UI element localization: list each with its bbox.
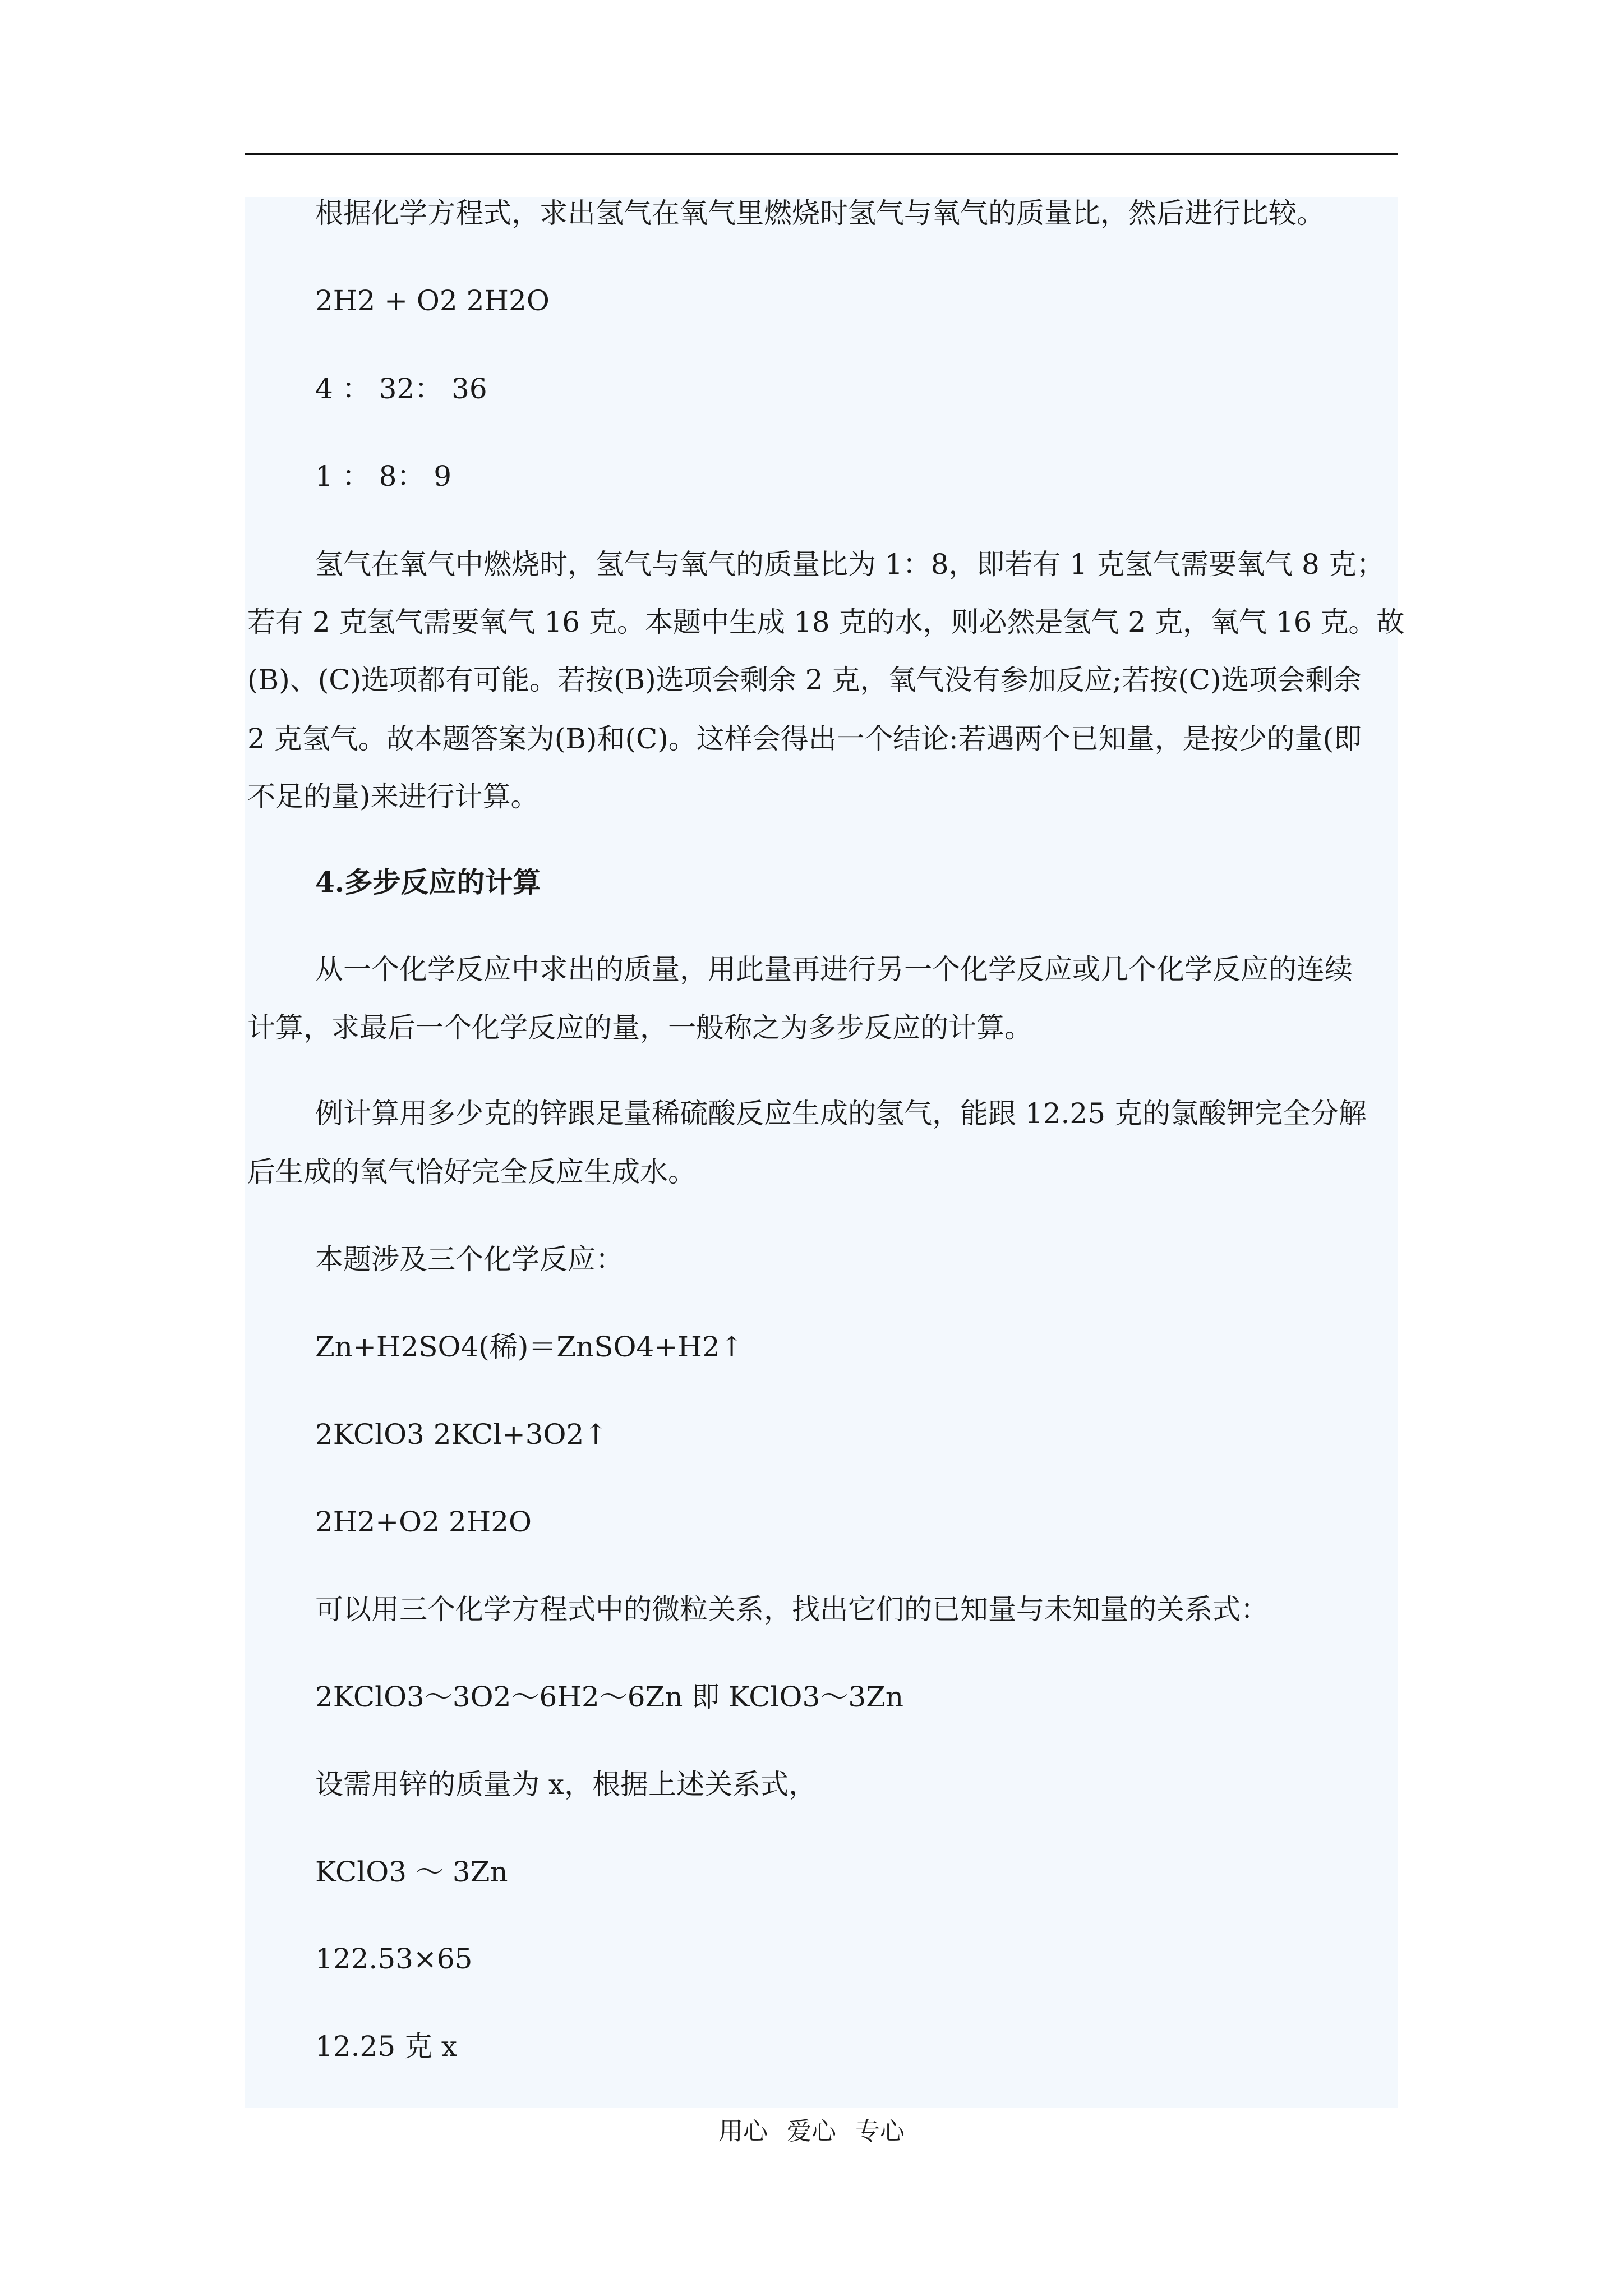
calculation-line: 122.53×65 (315, 1943, 473, 1975)
paragraph-line: 2 克氢气。故本题答案为(B)和(C)。这样会得出一个结论:若遇两个已知量，是按少的量(即 (247, 723, 1362, 755)
paragraph-line: 根据化学方程式，求出氢气在氧气里燃烧时氢气与氧气的质量比，然后进行比较。 (315, 197, 1325, 229)
paragraph-line: 可以用三个化学方程式中的微粒关系，找出它们的已知量与未知量的关系式： (315, 1593, 1269, 1626)
paragraph-line: 后生成的氧气恰好完全反应生成水。 (247, 1156, 696, 1188)
ratio-line: 1 ： 8： 9 (315, 460, 452, 493)
content-panel (245, 197, 1405, 2108)
paragraph-line: 从一个化学反应中求出的质量，用此量再进行另一个化学反应或几个化学反应的连续 (315, 953, 1353, 986)
paragraph-line: 计算，求最后一个化学反应的量，一般称之为多步反应的计算。 (247, 1011, 1032, 1044)
page-footer: 用心 爱心 专心 (718, 2117, 905, 2146)
paragraph-line: 氢气在氧气中燃烧时，氢气与氧气的质量比为 1：8，即若有 1 克氢气需要氧气 8 克； (315, 548, 1385, 581)
relation-line: KClO3 ～ 3Zn (315, 1856, 508, 1888)
calculation-line: 12.25 克 x (315, 2030, 458, 2063)
equation-line: 2H2 + O2 2H2O (315, 284, 550, 317)
section-heading: 4.多步反应的计算 (315, 866, 541, 899)
paragraph-line: 设需用锌的质量为 x，根据上述关系式， (315, 1768, 817, 1801)
relation-line: 2KClO3～3O2～6H2～6Zn 即 KClO3～3Zn (315, 1681, 904, 1713)
equation-line: Zn+H2SO4(稀)＝ZnSO4+H2↑ (315, 1331, 744, 1363)
header-rule (245, 153, 1398, 155)
ratio-line: 4 ： 32： 36 (315, 372, 487, 405)
paragraph-line: 不足的量)来进行计算。 (247, 780, 539, 813)
equation-line: 2KClO3 2KCl+3O2↑ (315, 1418, 608, 1451)
paragraph-line: 本题涉及三个化学反应： (315, 1243, 624, 1276)
paragraph-line: 若有 2 克氢气需要氧气 16 克。本题中生成 18 克的水，则必然是氢气 2 克，氧气 16 克。故 (247, 606, 1405, 638)
paragraph-line: 例计算用多少克的锌跟足量稀硫酸反应生成的氢气，能跟 12.25 克的氯酸钾完全分解 (315, 1097, 1367, 1130)
paragraph-line: (B)、(C)选项都有可能。若按(B)选项会剩余 2 克，氧气没有参加反应;若按(C)选项会剩余 (247, 664, 1362, 696)
equation-line: 2H2+O2 2H2O (315, 1506, 532, 1538)
